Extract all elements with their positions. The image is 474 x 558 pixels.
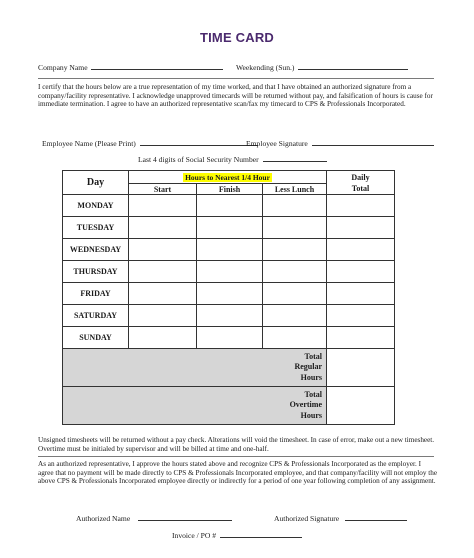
- ssn-field[interactable]: [263, 154, 327, 162]
- daily-total-cell[interactable]: [327, 283, 395, 305]
- start-cell[interactable]: [129, 239, 197, 261]
- daily-total-cell[interactable]: [327, 239, 395, 261]
- less-lunch-cell[interactable]: [263, 305, 327, 327]
- ssn-label: Last 4 digits of Social Security Number: [138, 155, 259, 164]
- less-lunch-header: Less Lunch: [263, 184, 327, 195]
- invoice-row: [172, 530, 302, 540]
- document-title: TIME CARD: [199, 30, 275, 45]
- less-lunch-cell[interactable]: [263, 239, 327, 261]
- employee-name-label: Employee Name (Please Print): [42, 139, 136, 148]
- authorized-name-field[interactable]: [138, 513, 232, 521]
- start-cell[interactable]: [129, 283, 197, 305]
- less-lunch-cell[interactable]: [263, 283, 327, 305]
- invoice-label: Invoice / PO #: [172, 531, 217, 540]
- total-regular-cell[interactable]: [327, 349, 395, 387]
- table-row: [63, 305, 395, 327]
- finish-cell[interactable]: [197, 305, 263, 327]
- less-lunch-cell[interactable]: [263, 217, 327, 239]
- total-overtime-cell[interactable]: [327, 387, 395, 425]
- total-header: Total: [327, 184, 395, 195]
- daily-total-cell[interactable]: [327, 195, 395, 217]
- certification-text: I certify that the hours below are a true representation of my time worked, and that I have obtained an authorized signature from a company/facility representative. I acknowledge unapproved timecards will be returned without pay, and falsification of hours is cause for immediate termination. I agree to have an authorized representative scan/fax my timecard to CPS & Professionals Incorporated.: [38, 83, 433, 109]
- total-regular-line: Regular: [294, 362, 322, 372]
- day-label: TUESDAY: [63, 217, 129, 239]
- table-row: [63, 217, 395, 239]
- authorized-name-row: [76, 513, 232, 523]
- start-cell[interactable]: [129, 195, 197, 217]
- finish-cell[interactable]: [197, 283, 263, 305]
- weekending-row: [236, 62, 408, 72]
- employee-signature-field[interactable]: [312, 138, 434, 146]
- middle-divider: [38, 456, 434, 457]
- table-row: [63, 283, 395, 305]
- authorized-name-label: Authorized Name: [76, 514, 131, 523]
- less-lunch-cell[interactable]: [263, 327, 327, 349]
- invoice-field[interactable]: [220, 530, 302, 538]
- daily-total-cell[interactable]: [327, 305, 395, 327]
- finish-cell[interactable]: [197, 327, 263, 349]
- weekending-label: Weekending (Sun.): [236, 63, 295, 72]
- total-regular-line: Hours: [300, 372, 322, 382]
- finish-cell[interactable]: [197, 239, 263, 261]
- start-cell[interactable]: [129, 327, 197, 349]
- employee-signature-row: [246, 138, 434, 148]
- finish-cell[interactable]: [197, 217, 263, 239]
- authorized-signature-row: [274, 513, 407, 523]
- daily-total-cell[interactable]: [327, 217, 395, 239]
- company-name-label: Company Name: [38, 63, 88, 72]
- daily-header: Daily: [327, 171, 395, 184]
- ssn-row: [138, 154, 327, 164]
- start-cell[interactable]: [129, 217, 197, 239]
- table-row: [63, 239, 395, 261]
- start-cell[interactable]: [129, 305, 197, 327]
- hours-header: Hours to Nearest 1/4 Hour: [185, 172, 270, 182]
- table-row: [63, 261, 395, 283]
- authorized-signature-field[interactable]: [345, 513, 407, 521]
- day-header: Day: [63, 171, 129, 195]
- total-overtime-row: [63, 387, 395, 425]
- time-card-table: [62, 170, 395, 425]
- finish-cell[interactable]: [197, 195, 263, 217]
- table-row: [63, 327, 395, 349]
- employee-name-field[interactable]: [140, 138, 258, 146]
- total-overtime-line: Overtime: [289, 400, 322, 410]
- representative-notice: As an authorized representative, I approve the hours stated above and recognize CPS & Professionals Incorporated as the employer. I agree that no payment will be made directly to CPS & Professionals Incorporated employee, and that company/facility will not employ the above CPS & Professionals Incorporated employee directly or indirectly for a period of one year following completion of any assignment.: [38, 460, 438, 486]
- top-divider: [38, 78, 434, 79]
- daily-total-cell[interactable]: [327, 327, 395, 349]
- start-header: Start: [129, 184, 197, 195]
- day-label: SATURDAY: [63, 305, 129, 327]
- authorized-signature-label: Authorized Signature: [274, 514, 340, 523]
- total-regular-label: [63, 349, 327, 387]
- company-name-field[interactable]: [91, 62, 223, 70]
- finish-header: Finish: [197, 184, 263, 195]
- day-label: FRIDAY: [63, 283, 129, 305]
- hours-header-cell: [129, 171, 327, 184]
- day-label: SUNDAY: [63, 327, 129, 349]
- total-regular-line: Total: [304, 351, 322, 361]
- total-regular-row: [63, 349, 395, 387]
- employee-name-row: [42, 138, 258, 148]
- total-overtime-label: [63, 387, 327, 425]
- table-row: [63, 195, 395, 217]
- employee-signature-label: Employee Signature: [246, 139, 308, 148]
- total-overtime-line: Total: [304, 389, 322, 399]
- company-name-row: [38, 62, 223, 72]
- day-label: WEDNESDAY: [63, 239, 129, 261]
- weekending-field[interactable]: [298, 62, 408, 70]
- unsigned-notice: Unsigned timesheets will be returned without a pay check. Alterations will void the timesheet. In case of error, make out a new timesheet. Overtime must be initialed by supervisor and will be billed at time and one-half.: [38, 436, 435, 453]
- less-lunch-cell[interactable]: [263, 195, 327, 217]
- finish-cell[interactable]: [197, 261, 263, 283]
- day-label: THURSDAY: [63, 261, 129, 283]
- total-overtime-line: Hours: [300, 410, 322, 420]
- table-header-row-1: [63, 171, 395, 184]
- daily-total-cell[interactable]: [327, 261, 395, 283]
- less-lunch-cell[interactable]: [263, 261, 327, 283]
- start-cell[interactable]: [129, 261, 197, 283]
- day-label: MONDAY: [63, 195, 129, 217]
